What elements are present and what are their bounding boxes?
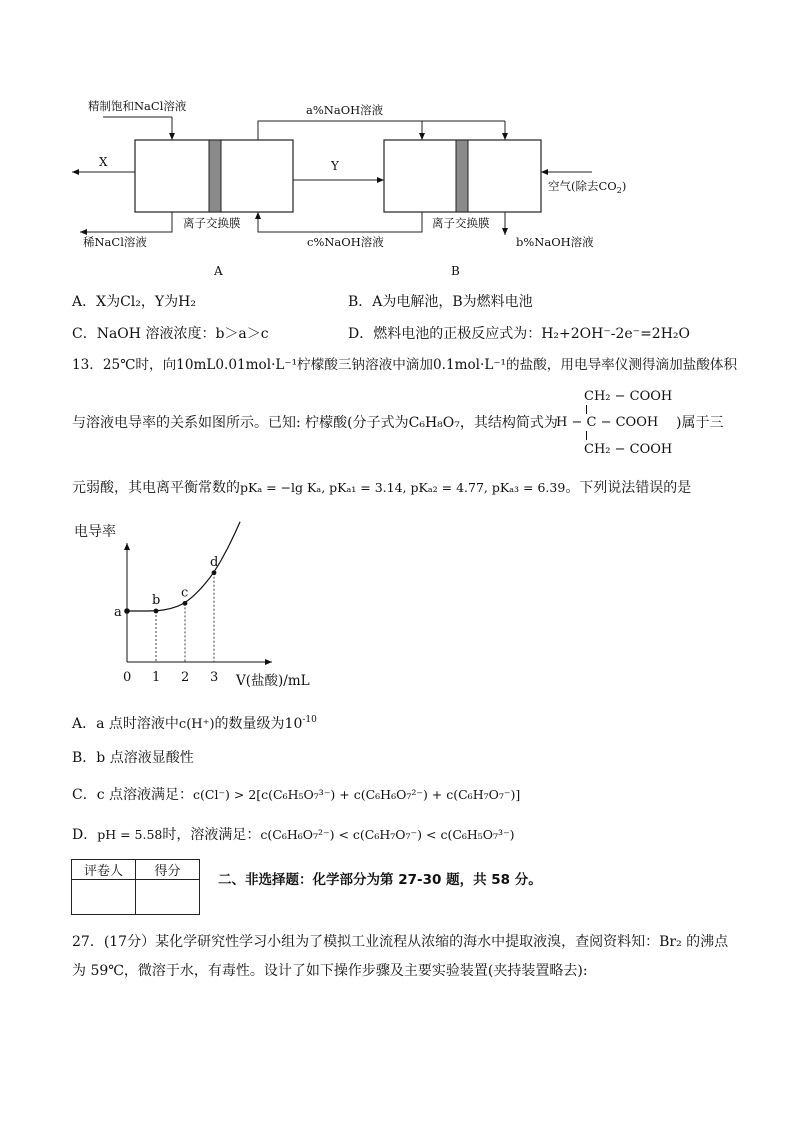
q13-option-c-pre: C．c 点溶液满足： (72, 787, 194, 803)
q13-option-d-math: c(C₆H₆O₇²⁻) < c(C₆H₇O₇⁻) < c(C₆H₅O₇³⁻) (260, 827, 515, 842)
x-tick-label: 0 (123, 670, 132, 685)
q13-line2-mid: ，其结构简式为 (459, 415, 558, 431)
q13-line2-pre: 与溶液电导率的关系如图所示。已知: 柠檬酸(分子式为 (72, 415, 409, 431)
q13-line3-math: pKₐ = −lg Kₐ, pKₐ₁ = 3.14, pKₐ₂ = 4.77, pKₐ₃ = 6.39 (240, 480, 566, 495)
x-tick-label: 3 (210, 670, 219, 685)
q27-line1-pre: 27．(17分）某化学研究性学习小组为了模拟工业流程从浓缩的海水中提取液溴，查阅资料知： (72, 934, 660, 950)
point-label-c: c (181, 585, 189, 601)
label-cell-b: B (451, 264, 460, 278)
x-tick-label: 2 (181, 670, 190, 685)
citric-bond-down (586, 431, 587, 440)
label-naoh-b: b%NaOH溶液 (516, 235, 594, 249)
q27-line1-post: 的沸点 (681, 934, 729, 950)
x-tick-label: 1 (152, 670, 161, 685)
point-b (154, 609, 159, 614)
q13-line2-post: )属于三 (676, 415, 724, 431)
membrane-a (209, 140, 221, 212)
point-c (183, 601, 188, 606)
score-table-score-cell (136, 880, 200, 915)
q13-option-d-mid: 时，溶液满足： (162, 827, 261, 843)
q27-line1 (72, 932, 728, 952)
citric-bond-up (586, 405, 587, 414)
electrochem-diagram (0, 0, 794, 290)
q12-option-c: C．NaOH 溶液浓度：b＞a＞c (72, 326, 269, 342)
y-axis-label: 电导率 (74, 524, 116, 540)
label-nacl-in: 精制饱和NaCl溶液 (88, 99, 187, 113)
label-y: Y (331, 159, 339, 173)
label-membrane-a: 离子交换膜 (183, 216, 241, 230)
q13-option-b: B．b 点溶液显酸性 (72, 750, 194, 766)
q12-option-a: A．X为Cl₂，Y为H₂ (72, 294, 196, 310)
label-naoh-c: c%NaOH溶液 (307, 235, 384, 249)
q13-line1: 13．25℃时，向10mL0.01mol·L⁻¹柠檬酸三钠溶液中滴加0.1mol·L⁻¹的盐酸，用电导率仪测得滴加盐酸体积 (72, 357, 738, 373)
q13-option-d-pre: D． (72, 827, 98, 843)
point-label-b: b (152, 593, 161, 608)
q27-br2: Br₂ (659, 934, 682, 950)
q13-option-d (72, 825, 515, 845)
membrane-b (456, 140, 468, 212)
conductivity-chart (60, 505, 360, 695)
q13-option-d-ph: pH = 5.58 (97, 827, 163, 842)
point-d (212, 570, 217, 575)
x-axis-label: V(盐酸)/mL (236, 673, 310, 689)
label-air: 空气(除去$CO_2$) (548, 179, 627, 195)
q13-option-a-pre: A．a 点时溶液中 (72, 716, 179, 732)
q13-line3-pre: 元弱酸，其电离平衡常数的 (72, 480, 240, 496)
label-membrane-b: 离子交换膜 (432, 216, 490, 230)
citric-struct-bot: CH₂ − COOH (584, 442, 673, 457)
point-label-d: d (210, 554, 219, 570)
q13-option-a-exp: -10 (302, 715, 317, 725)
label-naoh-a: a%NaOH溶液 (306, 103, 384, 117)
q13-option-c (72, 785, 520, 805)
score-table-grader-cell (72, 880, 136, 915)
q13-option-c-math: c(Cl⁻) > 2[c(C₆H₅O₇³⁻) + c(C₆H₆O₇²⁻) + c(C₆H₇O₇⁻)] (193, 787, 521, 802)
q13-formula: C₆H₈O₇ (408, 415, 460, 431)
citric-struct-top: CH₂ − COOH (584, 389, 673, 404)
score-table-col1: 评卷人 (72, 860, 136, 880)
q13-line3-post: 。下列说法错误的是 (565, 480, 692, 496)
q27-line2: 为 59℃，微溶于水，有毒性。设计了如下操作步骤及主要实验装置(夹持装置略去): (72, 963, 588, 979)
q12-option-d: D．燃料电池的正极反应式为：H₂+2OH⁻-2e⁻=2H₂O (348, 326, 691, 342)
score-table (71, 859, 200, 915)
q13-option-a-post: 的数量级为10 (214, 716, 303, 732)
q12-option-b: B．A为电解池，B为燃料电池 (348, 294, 533, 310)
q13-option-a (72, 710, 317, 735)
label-x: X (99, 155, 108, 169)
label-cell-a: A (214, 264, 223, 278)
q13-line3 (72, 478, 691, 498)
point-a (124, 608, 130, 614)
q13-line2 (72, 413, 558, 433)
score-table-col2: 得分 (136, 860, 200, 880)
label-dilute-nacl: 稀NaCl溶液 (83, 235, 147, 249)
citric-struct-mid: H − C − COOH (556, 415, 659, 430)
q13-option-a-math: c(H⁺) (178, 717, 215, 732)
section2-title: 二、非选择题：化学部分为第 27-30 题，共 58 分。 (218, 872, 542, 888)
point-label-a: a (114, 605, 122, 620)
